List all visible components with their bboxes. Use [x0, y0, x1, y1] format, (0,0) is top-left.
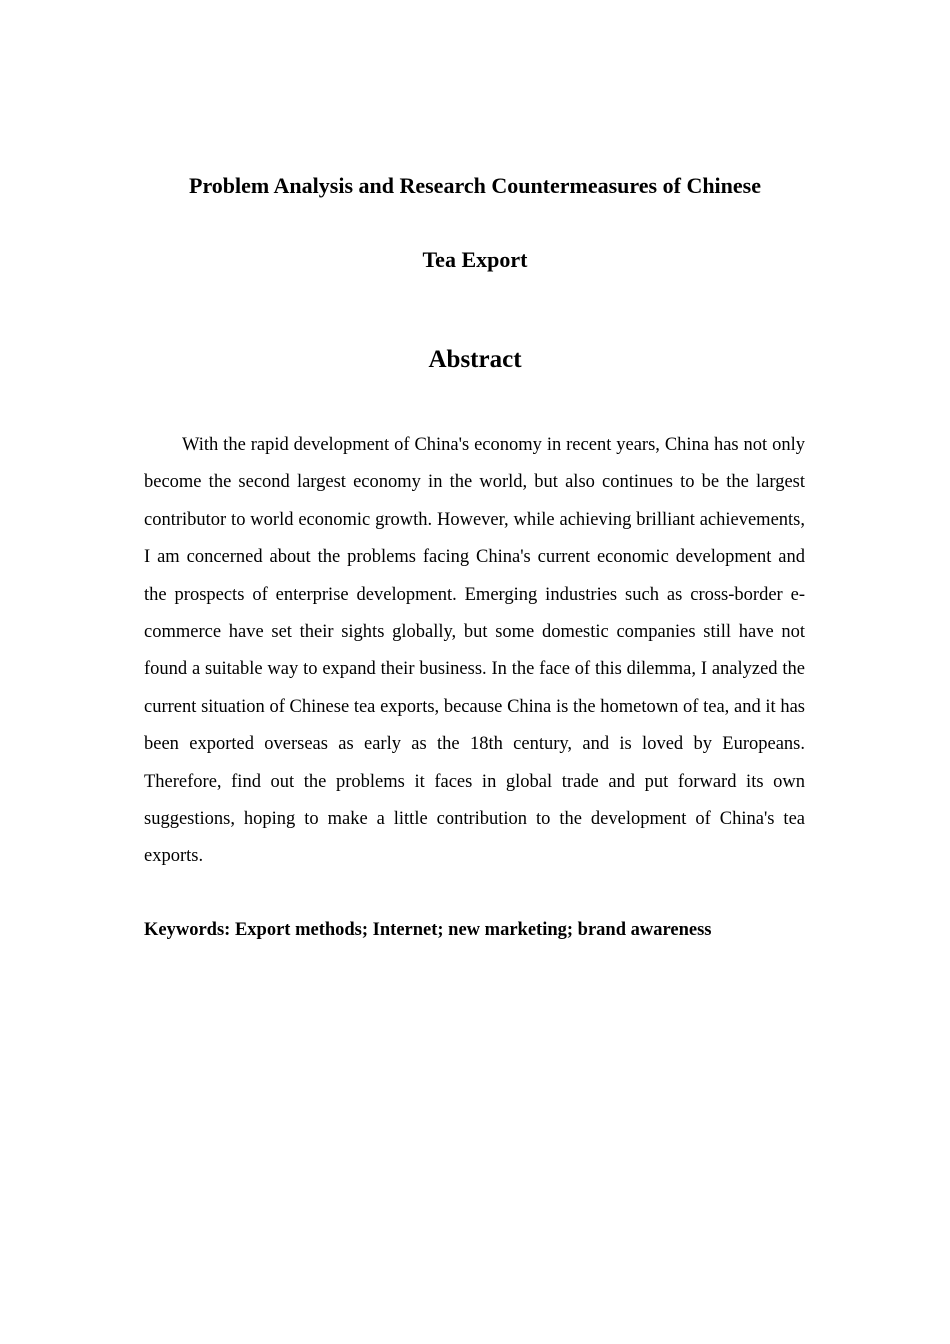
abstract-heading: Abstract: [428, 346, 522, 373]
document-title-line-1: Problem Analysis and Research Countermeasures of Chinese: [189, 173, 761, 198]
abstract-paragraph: With the rapid development of China's economy in recent years, China has not only become the second largest economy in the world, but also continues to be the largest contributor to world economic growth. However, while achieving brilliant achievements, I am concerned about the problems facing China's current economic development and the prospects of enterprise development. Emerging industries such as cross-border e-commerce have set their sights globally, but some domestic companies still have not found a suitable way to expand their business. In the face of this dilemma, I analyzed the current situation of Chinese tea exports, because China is the hometown of tea, and it has been exported overseas as early as the 18th century, and is loved by Europeans. Therefore, find out the problems it faces in global trade and put forward its own suggestions, hoping to make a little contribution to the development of China's tea exports.: [144, 435, 805, 867]
document-title-line-2: Tea Export: [422, 247, 528, 272]
keywords-line: Keywords: Export methods; Internet; new marketing; brand awareness: [144, 920, 712, 940]
